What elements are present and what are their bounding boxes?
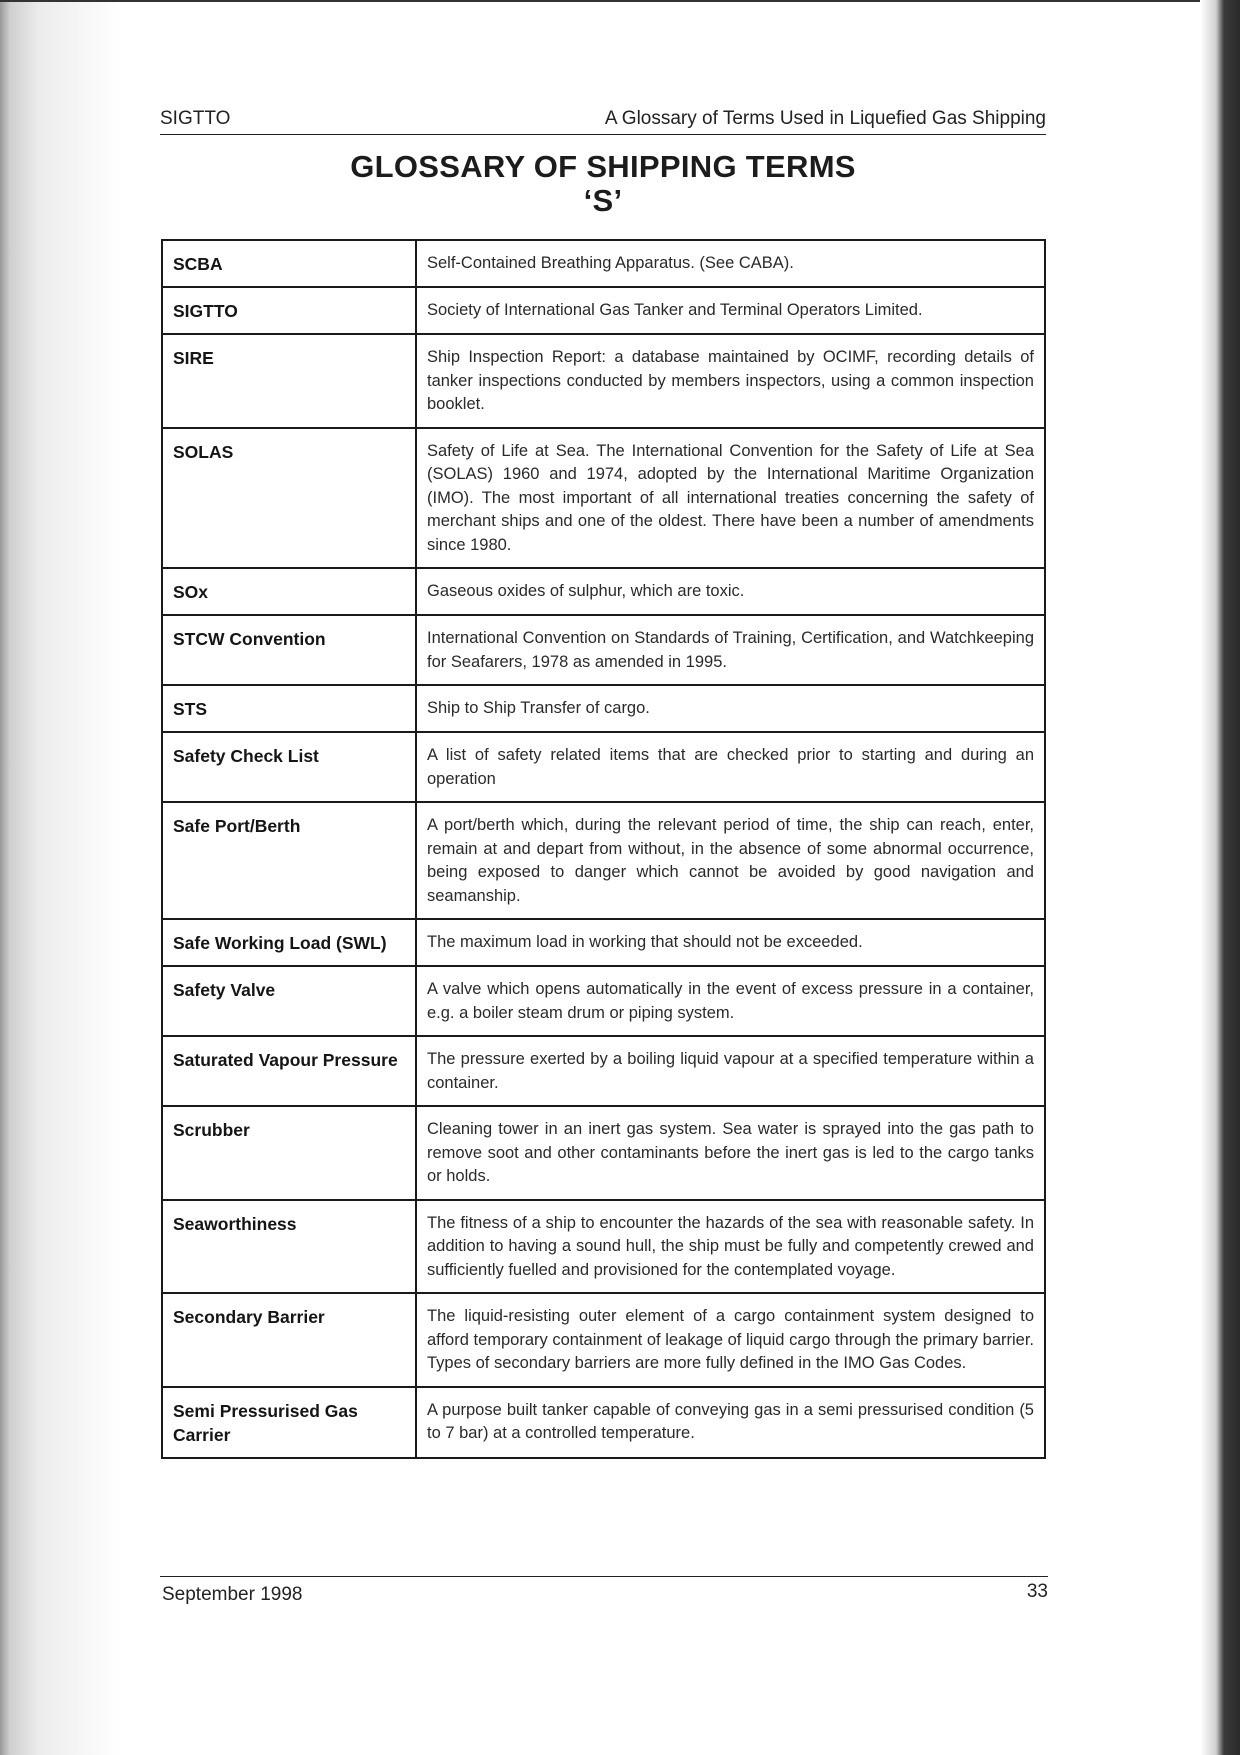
page-title-letter: ‘S’ — [583, 183, 623, 218]
glossary-definition: Safety of Life at Sea. The International Convention for the Safety of Life at Sea (SOLAS) 1960 and 1974, adopted by the International Maritime Organization (IMO). The most important of all international treaties concerning the safety of merchant ships and one of the oldest. There have been a number of amendments since 1980. — [416, 428, 1045, 569]
glossary-row — [162, 732, 1045, 802]
glossary-definition: The liquid-resisting outer element of a cargo containment system designed to afford temporary containment of leakage of liquid cargo through the primary barrier. Types of secondary barriers are more fully defined in the IMO Gas Codes. — [416, 1293, 1045, 1387]
glossary-term: SIGTTO — [162, 287, 416, 334]
scan-shadow-right — [1200, 0, 1240, 1755]
glossary-term: SOx — [162, 568, 416, 615]
glossary-row — [162, 240, 1045, 287]
page-title-main: GLOSSARY OF SHIPPING TERMS — [350, 149, 856, 184]
glossary-row — [162, 966, 1045, 1036]
glossary-term: Safety Check List — [162, 732, 416, 802]
glossary-table — [161, 239, 1046, 1459]
scan-edge-top — [0, 0, 1200, 2]
glossary-term: SOLAS — [162, 428, 416, 569]
footer-date: September 1998 — [162, 1584, 303, 1605]
page-footer — [160, 1576, 1048, 1611]
glossary-term: Saturated Vapour Pressure — [162, 1036, 416, 1106]
glossary-definition: A valve which opens automatically in the event of excess pressure in a container, e.g. a boiler steam drum or piping system. — [416, 966, 1045, 1036]
glossary-definition: Gaseous oxides of sulphur, which are toxic. — [416, 568, 1045, 615]
glossary-row — [162, 1387, 1045, 1458]
glossary-definition: Cleaning tower in an inert gas system. Sea water is sprayed into the gas path to remove soot and other contaminants before the inert gas is led to the cargo tanks or holds. — [416, 1106, 1045, 1200]
glossary-definition: The maximum load in working that should not be exceeded. — [416, 919, 1045, 966]
glossary-definition: Ship Inspection Report: a database maintained by OCIMF, recording details of tanker inspections conducted by members inspectors, using a common inspection booklet. — [416, 334, 1045, 428]
glossary-definition: Ship to Ship Transfer of cargo. — [416, 685, 1045, 732]
glossary-row — [162, 1106, 1045, 1200]
glossary-row — [162, 1200, 1045, 1294]
glossary-term: Scrubber — [162, 1106, 416, 1200]
glossary-definition: The pressure exerted by a boiling liquid vapour at a specified temperature within a container. — [416, 1036, 1045, 1106]
glossary-term: STS — [162, 685, 416, 732]
glossary-row — [162, 1036, 1045, 1106]
glossary-term: Secondary Barrier — [162, 1293, 416, 1387]
header-organization: SIGTTO — [160, 108, 231, 129]
glossary-row — [162, 1293, 1045, 1387]
glossary-term: SIRE — [162, 334, 416, 428]
glossary-row — [162, 919, 1045, 966]
glossary-term: SCBA — [162, 240, 416, 287]
glossary-row — [162, 287, 1045, 334]
glossary-definition: International Convention on Standards of Training, Certification, and Watchkeeping for Seafarers, 1978 as amended in 1995. — [416, 615, 1045, 685]
glossary-row — [162, 802, 1045, 919]
glossary-definition: A port/berth which, during the relevant period of time, the ship can reach, enter, remain at and depart from without, in the absence of some abnormal occurrence, being exposed to danger which cannot be avoided by good navigation and seamanship. — [416, 802, 1045, 919]
glossary-definition: Society of International Gas Tanker and Terminal Operators Limited. — [416, 287, 1045, 334]
page-number: 33 — [1026, 1581, 1048, 1602]
glossary-term: Semi Pressurised Gas Carrier — [162, 1387, 416, 1458]
glossary-term: STCW Convention — [162, 615, 416, 685]
glossary-row — [162, 568, 1045, 615]
glossary-row — [162, 615, 1045, 685]
header-document-title: A Glossary of Terms Used in Liquefied Gas Shipping — [604, 108, 1046, 129]
glossary-term: Seaworthiness — [162, 1200, 416, 1294]
glossary-definition: The fitness of a ship to encounter the hazards of the sea with reasonable safety. In addition to having a sound hull, the ship must be fully and competently crewed and sufficiently fuelled and provisioned for the contemplated voyage. — [416, 1200, 1045, 1294]
glossary-term: Safety Valve — [162, 966, 416, 1036]
glossary-term: Safe Working Load (SWL) — [162, 919, 416, 966]
glossary-definition: Self-Contained Breathing Apparatus. (See CABA). — [416, 240, 1045, 287]
glossary-definition: A purpose built tanker capable of conveying gas in a semi pressurised condition (5 to 7 bar) at a controlled temperature. — [416, 1387, 1045, 1458]
glossary-term: Safe Port/Berth — [162, 802, 416, 919]
page-title — [160, 150, 1046, 218]
glossary-row — [162, 334, 1045, 428]
page-header — [160, 104, 1046, 135]
scan-shadow-left — [0, 0, 120, 1755]
glossary-definition: A list of safety related items that are checked prior to starting and during an operation — [416, 732, 1045, 802]
glossary-row — [162, 428, 1045, 569]
glossary-row — [162, 685, 1045, 732]
